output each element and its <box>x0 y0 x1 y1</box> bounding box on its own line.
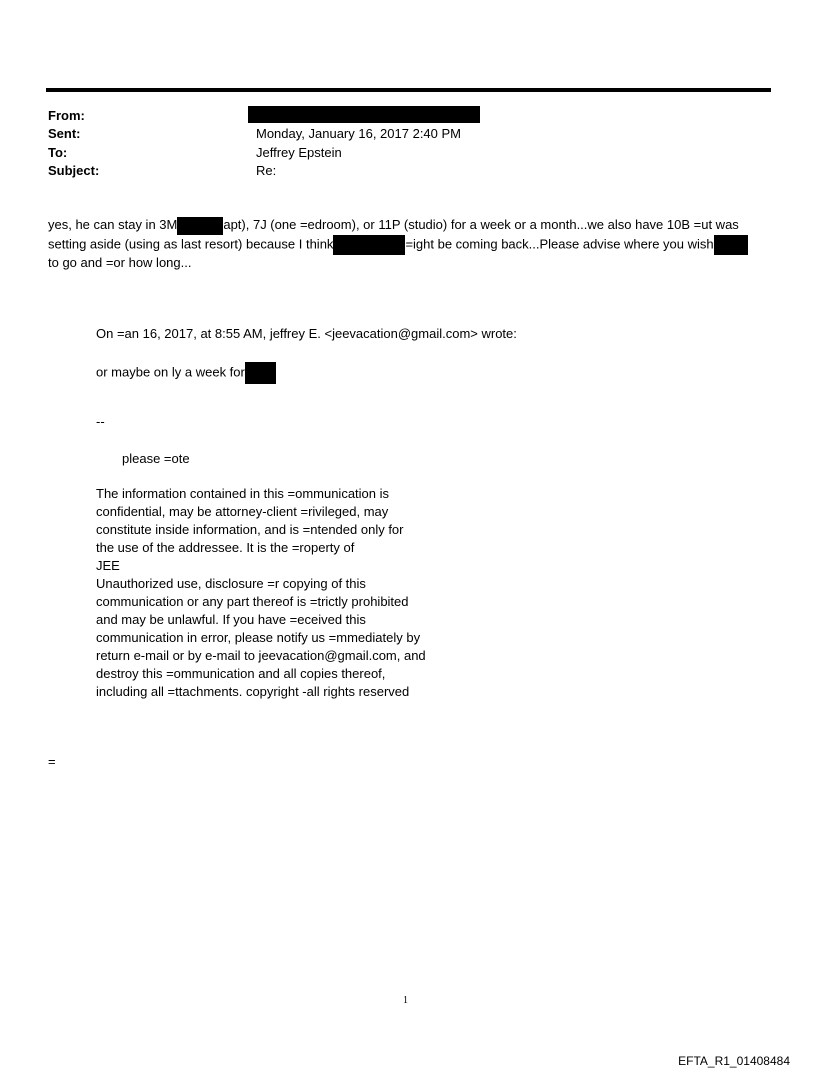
from-label: From: <box>48 108 85 123</box>
disclaimer-line: The information contained in this =ommunication is <box>96 486 390 501</box>
disclaimer-line: return e-mail or by e-mail to jeevacation@gmail.com, and <box>96 648 426 663</box>
disclaimer-line: the use of the addressee. It is the =roperty of <box>96 540 355 555</box>
sent-value: Monday, January 16, 2017 2:40 PM <box>256 126 461 141</box>
header-rule <box>46 88 771 92</box>
redaction-2 <box>333 235 405 255</box>
body-line-2a: setting aside (using as last resort) because I think <box>48 236 334 252</box>
disclaimer-line: confidential, may be attorney-client =rivileged, may <box>96 504 389 519</box>
redaction-3 <box>714 235 748 255</box>
redaction-from <box>248 106 480 123</box>
disclaimer-line: Unauthorized use, disclosure =r copying of this <box>96 576 366 591</box>
disclaimer-line: including all =ttachments. copyright -all rights reserved <box>96 684 410 699</box>
body-line-1a: yes, he can stay in 3M <box>48 217 178 232</box>
body-line-1 <box>48 216 739 235</box>
disclaimer-line: and may be unlawful. If you have =eceived this <box>96 612 366 627</box>
body-line-2 <box>48 235 748 255</box>
page-number: 1 <box>403 995 408 1006</box>
disclaimer-line: JEE <box>96 558 120 573</box>
document-id: EFTA_R1_01408484 <box>678 1054 790 1068</box>
quote-intro: On =an 16, 2017, at 8:55 AM, jeffrey E. <jeevacation@gmail.com> wrote: <box>96 326 517 341</box>
disclaimer-line: destroy this =ommunication and all copies thereof, <box>96 666 386 681</box>
quote-message <box>96 362 276 384</box>
trailing-mark: = <box>48 754 56 769</box>
disclaimer-line: constitute inside information, and is =ntended only for <box>96 522 404 537</box>
body-line-3: to go and =or how long... <box>48 255 192 270</box>
sent-label: Sent: <box>48 126 81 141</box>
redaction-1 <box>177 217 223 235</box>
body-line-1b: apt), 7J (one =edroom), or 11P (studio) for a week or a month...we also have 10B =ut was <box>223 217 739 232</box>
to-value: Jeffrey Epstein <box>256 145 342 160</box>
disclaimer-line: communication in error, please notify us =mmediately by <box>96 630 421 645</box>
signature-separator: -- <box>96 414 105 429</box>
body-line-2b: =ight be coming back...Please advise where you wish <box>405 236 714 252</box>
to-label: To: <box>48 145 68 160</box>
disclaimer <box>96 485 426 701</box>
subject-value: Re: <box>256 163 277 178</box>
disclaimer-line: communication or any part thereof is =trictly prohibited <box>96 594 409 609</box>
redaction-4 <box>245 362 276 384</box>
please-note: please =ote <box>122 451 190 466</box>
quote-message-text: or maybe on ly a week for <box>96 364 245 380</box>
subject-label: Subject: <box>48 163 100 178</box>
